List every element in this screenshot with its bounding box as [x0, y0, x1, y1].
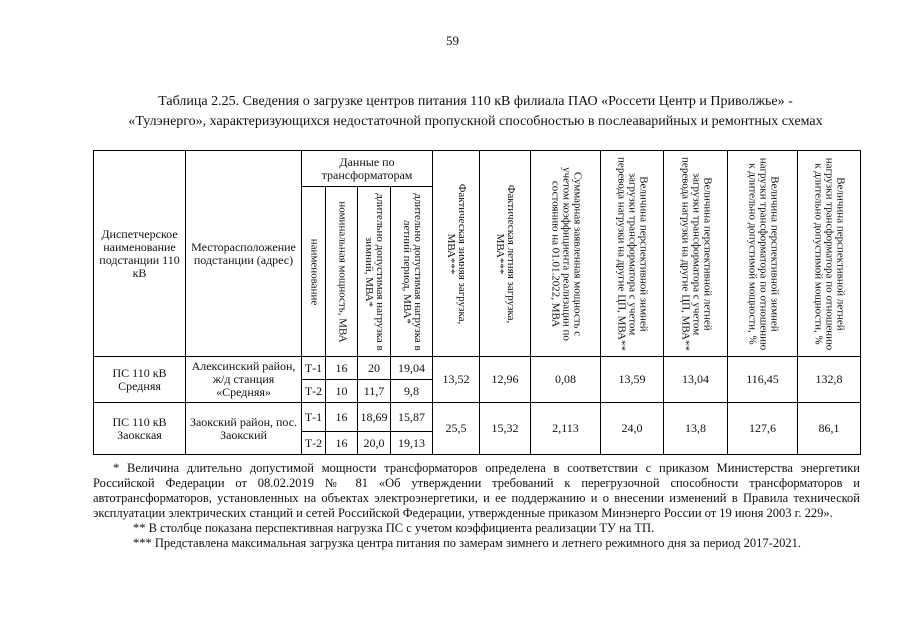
cell-fact-summer: 15,32 [480, 403, 531, 455]
cell-location: Заокский район, пос. Заокский [186, 403, 302, 455]
cell-persp-summer: 13,8 [664, 403, 728, 455]
cell-tr-summer: 9,8 [391, 380, 433, 403]
cell-tr-name: Т-1 [302, 403, 326, 432]
cell-persp-summer-pct: 132,8 [798, 357, 861, 403]
header-location: Месторасположение подстанции (адрес) [186, 151, 302, 357]
cell-dispatch: ПС 110 кВ Заокская [94, 403, 186, 455]
cell-tr-name: Т-2 [302, 432, 326, 455]
header-persp-winter: Величина перспективной зимней загрузки трансформатора с учетом перевода нагрузки на другие ЦП, МВА** [601, 151, 664, 357]
header-dispatch: Диспетчерское наименование подстанции 110 кВ [94, 151, 186, 357]
header-persp-winter-pct: Величина перспективной зимней нагрузки трансформатора по отношению к длительно допустимой мощности, % [728, 151, 798, 357]
cell-sum-declared: 0,08 [531, 357, 601, 403]
cell-fact-winter: 25,5 [433, 403, 480, 455]
cell-tr-power: 16 [326, 432, 358, 455]
header-transformer-group: Данные по трансформаторам [302, 151, 433, 187]
footnote-3: *** Представлена максимальная загрузка центра питания по замерам зимнего и летнего режимного дня за период 2017-2021. [133, 536, 801, 550]
cell-tr-summer: 19,04 [391, 357, 433, 380]
cell-tr-summer: 15,87 [391, 403, 433, 432]
cell-tr-winter: 20 [358, 357, 391, 380]
footnotes [93, 461, 860, 551]
cell-tr-winter: 11,7 [358, 380, 391, 403]
cell-tr-power: 16 [326, 357, 358, 380]
page-number: 59 [446, 33, 459, 48]
footnote-2: ** В столбце показана перспективная нагрузка ПС с учетом коэффициента реализации ТУ на ТП. [133, 521, 655, 535]
table-row [94, 403, 861, 432]
cell-persp-winter-pct: 116,45 [728, 357, 798, 403]
table-caption-line-2: «Тулэнерго», характеризующихся недостаточной пропускной способностью в послеаварийных и ремонтных схемах [128, 114, 823, 129]
header-sum-declared: Суммарная заявленная мощность с учетом коэффициента реализации по состоянию на 01.01.2022, МВА [531, 151, 601, 357]
cell-fact-summer: 12,96 [480, 357, 531, 403]
cell-location: Алексинский район, ж/д станция «Средняя» [186, 357, 302, 403]
cell-tr-winter: 20,0 [358, 432, 391, 455]
header-tr-summer: длительно допустимая нагрузка в летний период, МВА* [391, 187, 433, 357]
cell-tr-name: Т-1 [302, 357, 326, 380]
cell-persp-summer-pct: 86,1 [798, 403, 861, 455]
cell-persp-winter: 24,0 [601, 403, 664, 455]
footnote-1: * Величина длительно допустимой мощности трансформаторов определена в соответствии с приказом Министерства энергетики Российской Федерации от 08.02.2019 № 81 «Об утверждении требований к перегрузочной способности трансформаторов и автотрансформаторов, установленных на объектах электроэнергетики, и ее поддержанию и о внесении изменений в Правила технической эксплуатации электрических станций и сетей Российской Федерации, утвержденные приказом Минэнерго России от 19 июня 2003 г. 229». [93, 461, 860, 520]
header-tr-winter: длительно допустимая нагрузка в зимний, МВА* [358, 187, 391, 357]
cell-tr-power: 16 [326, 403, 358, 432]
cell-tr-power: 10 [326, 380, 358, 403]
cell-persp-summer: 13,04 [664, 357, 728, 403]
table-caption-line-1: Таблица 2.25. Сведения о загрузке центров питания 110 кВ филиала ПАО «Россети Центр и Приволжье» - [158, 94, 793, 109]
table-row [94, 357, 861, 380]
header-fact-summer: Фактическая летняя загрузка, МВА*** [480, 151, 531, 357]
cell-dispatch: ПС 110 кВ Средняя [94, 357, 186, 403]
cell-persp-winter: 13,59 [601, 357, 664, 403]
cell-sum-declared: 2,113 [531, 403, 601, 455]
cell-tr-winter: 18,69 [358, 403, 391, 432]
cell-tr-summer: 19,13 [391, 432, 433, 455]
load-table [93, 150, 861, 455]
header-persp-summer-pct: Величина перспективной летней нагрузки трансформатора по отношению к длительно допустимой мощности, % [798, 151, 861, 357]
header-fact-winter: Фактическая зимняя загрузка, МВА*** [433, 151, 480, 357]
cell-tr-name: Т-2 [302, 380, 326, 403]
header-tr-name: наименование [302, 187, 326, 357]
cell-fact-winter: 13,52 [433, 357, 480, 403]
cell-persp-winter-pct: 127,6 [728, 403, 798, 455]
header-tr-power: номинальная мощность, МВА [326, 187, 358, 357]
header-persp-summer: Величина перспективной летней загрузки трансформатора с учетом перевода нагрузки на другие ЦП, МВА** [664, 151, 728, 357]
